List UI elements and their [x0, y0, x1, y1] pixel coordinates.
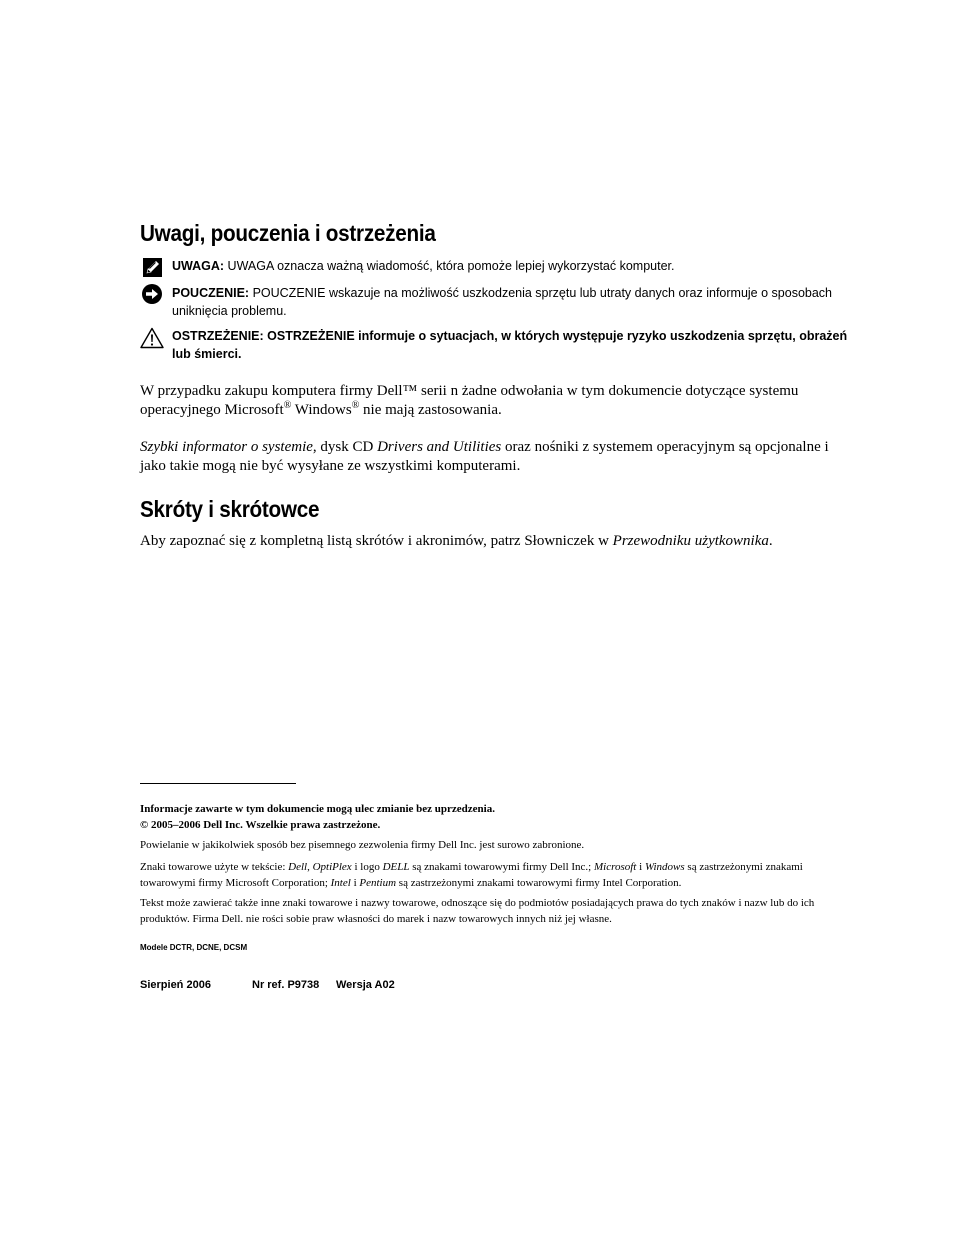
para3-text-1: Aby zapoznać się z kompletną listą skrótów i akronimów, patrz Słowniczek w	[140, 533, 613, 549]
abbreviations-paragraph	[140, 532, 840, 551]
footer-other-trademarks: Tekst może zawierać także inne znaki towarowe i nazwy towarowe, odnoszące się do podmiotów posiadających prawa do tych znaków i nazw lub do ich produktów. Firma Dell. nie rości sobie praw własności do marek i nazw towarowych innych niż jej własne.	[140, 897, 815, 925]
heading-abbreviations: Skróty i skrótowce	[140, 496, 320, 522]
heading-notes: Uwagi, pouczenia i ostrzeżenia	[140, 220, 436, 246]
para2-text-1: , dysk CD	[312, 439, 378, 455]
note-text: UWAGA oznacza ważną wiadomość, która pomoże lepiej wykorzystać komputer.	[224, 259, 675, 273]
tm-italic: OptiPlex	[312, 861, 352, 873]
registered-mark: ®	[351, 400, 360, 411]
publication-date: Sierpień 2006	[140, 979, 211, 991]
warning-triangle-icon	[140, 327, 164, 349]
windows-paragraph	[140, 382, 840, 420]
copyright-line: © 2005–2006 Dell Inc. Wszelkie prawa zastrzeżone.	[140, 818, 381, 831]
tm-text: są zastrzeżonymi znakami towarowymi firmy Intel Corporation.	[396, 876, 682, 889]
tm-text: i	[350, 876, 360, 889]
footer-divider	[140, 783, 296, 784]
note-pencil-icon	[140, 257, 164, 279]
tm-italic: Windows	[644, 861, 685, 873]
publication-info	[140, 979, 395, 991]
tm-text: są zastrzeżonymi znakami towarowymi firmy Microsoft Corporation;	[140, 861, 803, 889]
para1-text-1: W przypadku zakupu komputera firmy Dell™ serii n żadne odwołania w tym dokumencie dotyczące systemu operacyjnego Microsoft	[140, 383, 799, 418]
footer-reproduction: Powielanie w jakikolwiek sposób bez pisemnego zezwolenia firmy Dell Inc. jest surowo zabronione.	[140, 839, 585, 851]
tm-italic: Intel	[330, 876, 351, 889]
tm-text: ,	[307, 861, 313, 873]
footer-trademarks	[140, 860, 845, 891]
para3-text-2: .	[768, 533, 773, 549]
tm-text: Znaki towarowe użyte w tekście:	[140, 861, 289, 873]
para2-text-2: oraz nośniki z systemem operacyjnym są opcjonalne i jako takie mogą nie być wysyłane ze wszystkimi komputerami.	[140, 439, 829, 474]
para1-text-3: nie mają zastosowania.	[359, 402, 502, 418]
revision: Wersja A02	[336, 979, 395, 991]
tm-text: i	[636, 861, 645, 873]
notice-arrow-icon	[140, 284, 164, 306]
model-numbers: Modele DCTR, DCNE, DCSM	[140, 943, 248, 952]
tm-italic: Dell	[288, 861, 308, 873]
tm-text: są znakami towarowymi firmy Dell Inc.;	[409, 861, 594, 873]
notice-label: POUCZENIE:	[172, 286, 250, 300]
footer-info	[140, 802, 845, 833]
para1-text-2: Windows	[291, 402, 352, 418]
tm-text: i logo	[351, 861, 383, 873]
tm-italic: Pentium	[359, 876, 397, 889]
notice-text: POUCZENIE wskazuje na możliwość uszkodzenia sprzętu lub utraty danych oraz informuje o sposobach uniknięcia problemu.	[172, 286, 832, 318]
note-label: UWAGA:	[172, 259, 225, 273]
para2-italic-2: Drivers and Utilities	[377, 439, 502, 455]
part-number: Nr ref. P9738	[252, 979, 320, 991]
para3-italic: Przewodniku użytkownika	[612, 533, 769, 549]
media-paragraph	[140, 438, 840, 476]
tm-italic: Microsoft	[594, 861, 637, 873]
warning-text: OSTRZEŻENIE informuje o sytuacjach, w których występuje ryzyko uszkodzenia sprzętu, obrażeń lub śmierci.	[172, 329, 848, 361]
registered-mark: ®	[283, 400, 292, 411]
warning-label: OSTRZEŻENIE:	[172, 329, 264, 343]
info-line-1: Informacje zawarte w tym dokumencie mogą ulec zmianie bez uprzedzenia.	[140, 803, 495, 815]
para2-italic-1: Szybki informator o systemie	[140, 439, 313, 455]
tm-italic: DELL	[382, 861, 410, 873]
